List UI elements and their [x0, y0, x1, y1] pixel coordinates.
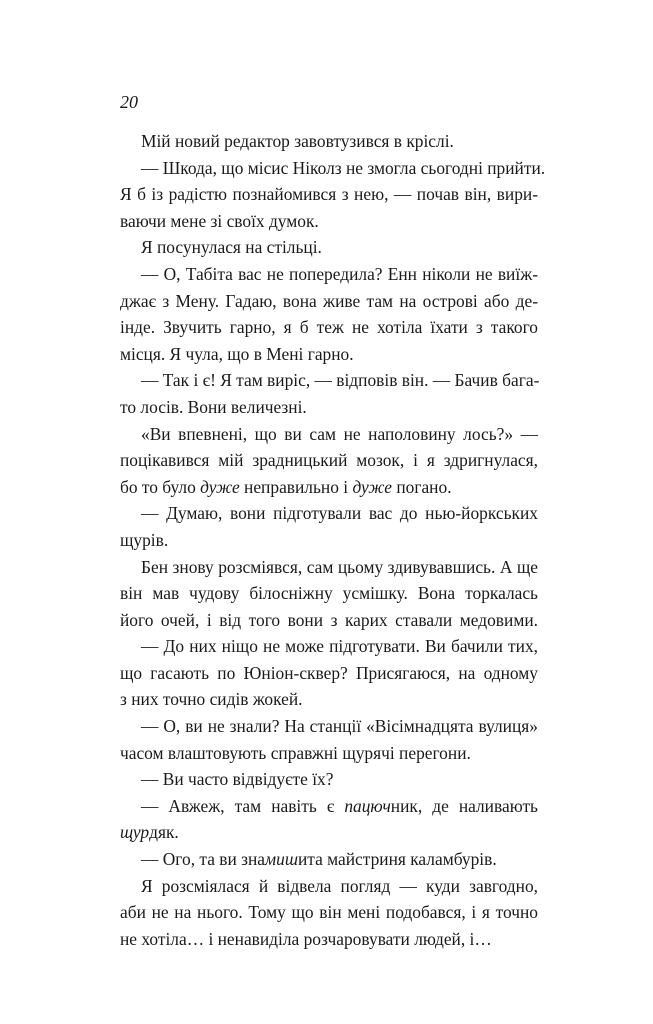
text-line: Я посунулася на стільці.: [141, 237, 322, 258]
italic-run: дуже: [200, 476, 240, 497]
text-run: ита майстриня каламбурів.: [297, 849, 497, 870]
text-line: «Ви впевнені, що ви сам не наполовину лось?» —: [141, 423, 538, 444]
text-line: — О, Табіта вас не попередила? Енн ніколи не виїж-: [141, 263, 538, 284]
text-line: його очей, і від того вони з карих ставали медовими.: [120, 609, 538, 630]
text-line: Я б із радістю познайомився з нею, — почав він, вири-: [120, 184, 538, 205]
text-line: — Думаю, вони підготували вас до нью-йоркських: [141, 503, 538, 524]
text-line: з них точно сидів жокей.: [120, 689, 303, 710]
text-line: Мій новий редактор завовтузився в кріслі.: [141, 131, 454, 151]
text-line: [120, 793, 538, 820]
text-run: бо то було: [120, 476, 201, 497]
text-line: [120, 474, 538, 501]
text-line: то лосів. Вони величезні.: [120, 396, 307, 417]
text-line: інде. Звучить гарно, я б теж не хотіла їхати з такого: [120, 317, 538, 338]
text-line: Бен знову розсміявся, сам цьому здивувавшись. А ще: [141, 556, 538, 577]
italic-run: дуже: [352, 476, 392, 497]
body-text: [120, 128, 546, 952]
italic-run: миш: [265, 849, 298, 870]
page-number: 20: [120, 92, 138, 112]
text-run: погано.: [391, 476, 452, 497]
text-line: — О, ви не знали? На станції «Вісімнадцята вулиця»: [141, 716, 538, 737]
text-run: дяк.: [149, 822, 179, 843]
text-run: — Ого, та ви зна: [141, 849, 266, 870]
text-line: місця. Я чула, що в Мені гарно.: [120, 343, 354, 364]
text-line: [120, 819, 538, 846]
text-line: джає з Мену. Гадаю, вона живе там на острові або де-: [120, 290, 538, 311]
text-line: часом влаштовують справжні щурячі перегони.: [120, 742, 471, 763]
text-run: — Авжеж, там навіть є: [141, 795, 345, 816]
text-line: — Ви часто відвідуєте їх?: [141, 769, 334, 790]
text-line: Я розсміялася й відвела погляд — куди завгодно,: [141, 875, 538, 896]
text-line: щурів.: [120, 529, 169, 550]
text-line: поцікавився мій зрадницький мозок, і я здригнулася,: [120, 450, 538, 471]
text-run: неправильно і: [239, 476, 353, 497]
text-line: що гасають по Юніон-сквер? Присягаюся, на одному: [120, 662, 538, 683]
text-line: аби не на нього. Тому що він мені подобався, і я точно: [120, 902, 538, 923]
text-line: не хотіла… і ненавиділа розчаровувати людей, і…: [120, 928, 492, 949]
text-line: — Так і є! Я там виріс, — відповів він. — Бачив бага-: [141, 370, 540, 391]
text-line: — До них ніщо не може підготувати. Ви бачили тих,: [141, 636, 538, 657]
text-line: ваючи мене зі своїх думок.: [120, 210, 319, 231]
text-line: він мав чудову білосніжну усмішку. Вона торкалась: [120, 583, 538, 604]
italic-run: щур: [120, 822, 150, 843]
text-run: ник, де наливають: [390, 795, 538, 816]
text-line: [120, 846, 538, 873]
italic-run: пацюч: [344, 795, 391, 816]
text-line: — Шкода, що місис Ніколз не змогла сьогодні прийти.: [141, 157, 546, 178]
